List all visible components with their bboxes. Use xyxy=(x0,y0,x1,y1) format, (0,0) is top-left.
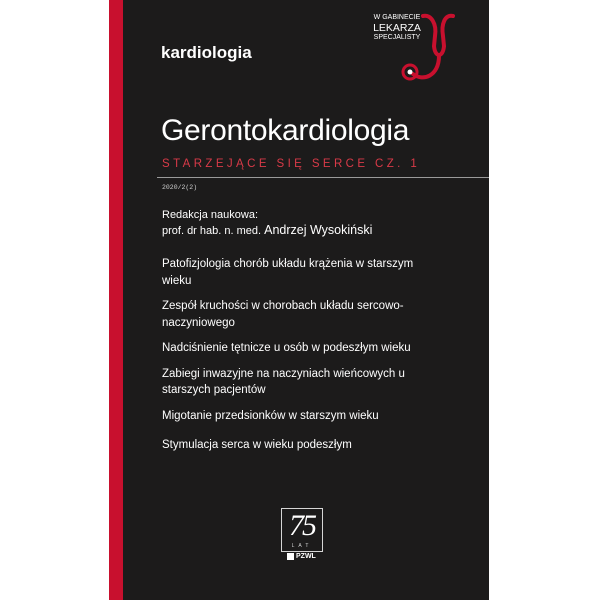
brand-line-1: W GABINECIE xyxy=(373,14,421,21)
brand-line-3: SPECJALISTY xyxy=(373,34,421,42)
red-spine-stripe xyxy=(109,0,123,600)
brand-line-2: LEKARZA xyxy=(373,22,421,35)
publisher-name: PZWL xyxy=(296,553,316,560)
contents-item: Zespół kruchości w chorobach układu sercowo-naczyniowego xyxy=(162,300,404,329)
editor-label: Redakcja naukowa: xyxy=(162,209,259,221)
badge-number: 75 xyxy=(289,509,315,542)
contents-item: Patofizjologia chorób układu krążenia w starszym wieku xyxy=(162,258,414,287)
contents-item: Migotanie przedsionków w starszym wieku xyxy=(162,409,379,422)
book-title: Gerontokardiologia xyxy=(161,114,410,147)
title-divider xyxy=(157,177,489,178)
badge-lat-text: LAT xyxy=(291,543,313,549)
book-cover xyxy=(109,0,489,600)
issue-number: 2020/2(2) xyxy=(162,184,198,191)
anniversary-badge xyxy=(275,508,327,564)
publisher-mark-icon xyxy=(287,553,294,560)
series-brand-logo xyxy=(361,12,461,92)
contents-item: Nadciśnienie tętnicze u osób w podeszłym wieku xyxy=(162,342,411,354)
editor-block xyxy=(162,208,372,239)
contents-item: Stymulacja serca w wieku podeszłym xyxy=(162,439,352,451)
editor-line xyxy=(162,223,372,239)
series-label: kardiologia xyxy=(161,43,252,62)
contents-item: Zabiegi inwazyjne na naczyniach wieńcowych u starszych pacjentów xyxy=(162,367,405,396)
book-subtitle: STARZEJĄCE SIĘ SERCE CZ. 1 xyxy=(162,158,421,170)
stethoscope-icon xyxy=(401,12,463,90)
editor-name: Andrzej Wysokiński xyxy=(264,223,373,237)
publisher-logo xyxy=(287,553,316,560)
contents-list xyxy=(162,256,462,463)
editor-prefix: prof. dr hab. n. med. xyxy=(162,225,262,237)
